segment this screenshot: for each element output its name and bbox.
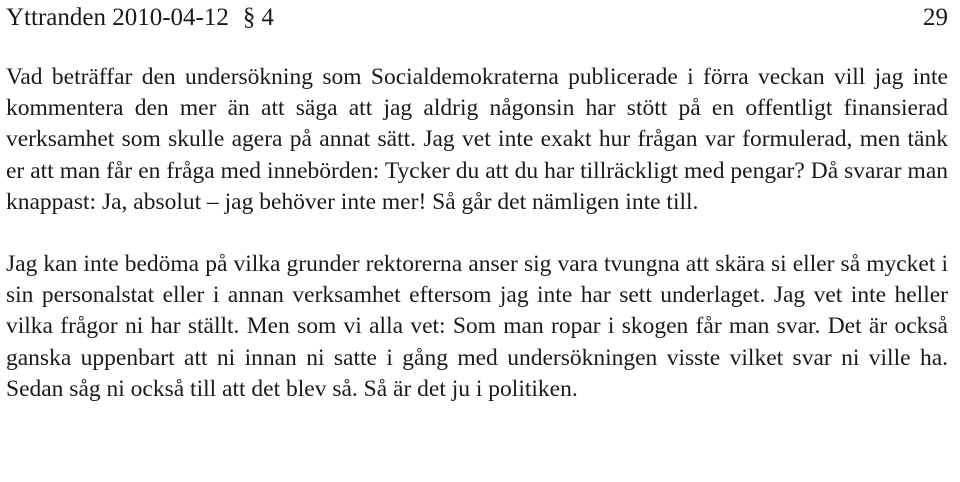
paragraph-2: Jag kan inte bedöma på vilka grunder rektorerna anser sig vara tvungna att skära si eller så mycket i sin personalstat eller i annan verksamhet eftersom jag inte har sett underlaget. Jag vet inte heller vilka frågor ni har ställt. Men som vi alla vet: Som man ropar i skogen får man svar. Det är också ganska uppenbart att ni innan ni satte i gång med undersökningen visste vilket svar ni ville ha. Sedan såg ni också till att det blev så. Så är det ju i politiken. <box>6 251 948 402</box>
section-mark: § <box>242 4 256 31</box>
page-header <box>6 0 948 36</box>
page-number: 29 <box>923 4 948 31</box>
header-left <box>6 0 274 36</box>
paragraph-1: Vad beträffar den undersökning som Socialdemokraterna publicerade i förra veckan vill jag inte kommentera den mer än att säga att jag aldrig någonsin har stött på en offentligt finansierad verksamhet som skulle agera på annat sätt. Jag vet inte exakt hur frågan var formulerad, men tänk er att man får en fråga med innebörden: Tycker du att du har tillräckligt med pengar? Då svarar man knappast: Ja, absolut – jag behöver inte mer! Så går det nämligen inte till. <box>6 64 948 215</box>
section-number: 4 <box>261 4 274 31</box>
document-body <box>6 62 948 405</box>
document-title: Yttranden 2010-04-12 <box>6 4 229 31</box>
